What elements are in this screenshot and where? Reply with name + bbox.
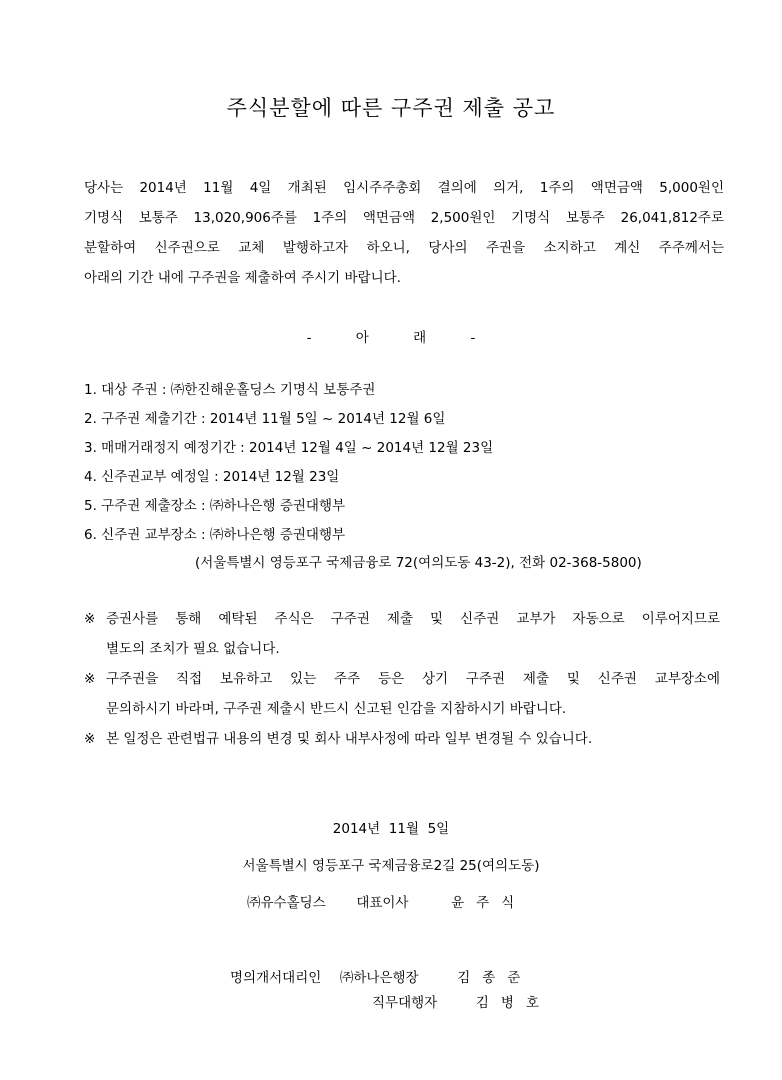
intro-paragraph	[84, 173, 724, 293]
intro-line: 기명식 보통주 13,020,906주를 1주의 액면금액 2,500원인 기명식 보통주 26,041,812주로	[84, 210, 724, 226]
transfer-agent-signature	[230, 966, 532, 986]
intro-line: 분할하여 신주권으로 교체 발행하고자 하오니, 당사의 주권을 소지하고 계신 주주께서는	[84, 240, 724, 256]
notice-date: 2014년 11월 5일	[332, 821, 450, 837]
list-item: 5. 구주권 제출장소 : ㈜하나은행 증권대행부	[84, 498, 346, 514]
company-signature	[247, 891, 526, 911]
note-mark: ※	[84, 611, 96, 627]
note-mark: ※	[84, 671, 96, 687]
note-item	[84, 664, 720, 724]
page-title: 주식분할에 따른 구주권 제출 공고	[226, 96, 556, 120]
agent-role: 명의개서대리인	[230, 970, 322, 986]
note-item	[84, 724, 720, 754]
deputy-title: 직무대행자	[372, 995, 438, 1011]
note-line: 구주권을 직접 보유하고 있는 주주 등은 상기 구주권 제출 및 신주권 교부장소에	[106, 671, 720, 687]
note-mark: ※	[84, 731, 96, 747]
deputy-signature	[372, 991, 551, 1011]
note-item	[84, 604, 720, 664]
schedule-list	[84, 376, 493, 550]
list-item: 3. 매매거래정지 예정기간 : 2014년 12월 4일 ~ 2014년 12월 23일	[84, 440, 494, 456]
company-representative: 윤주식	[451, 895, 527, 911]
notes-list	[84, 604, 720, 754]
list-item: 2. 구주권 제출기간 : 2014년 11월 5일 ~ 2014년 12월 6일	[84, 411, 446, 427]
deputy-name: 김병호	[475, 995, 551, 1011]
agent-head: 김종준	[457, 970, 533, 986]
section-heading: - 아 래 -	[306, 330, 476, 346]
list-item: 4. 신주권교부 예정일 : 2014년 12월 23일	[84, 469, 340, 485]
note-line: 증권사를 통해 예탁된 주식은 구주권 제출 및 신주권 교부가 자동으로 이루어지므로	[106, 611, 720, 627]
note-line: 별도의 조치가 필요 없습니다.	[106, 641, 280, 657]
agent-name: ㈜하나은행장	[339, 970, 419, 986]
list-item: 6. 신주권 교부장소 : ㈜하나은행 증권대행부	[84, 527, 346, 543]
note-line: 문의하시기 바라며, 구주권 제출시 반드시 신고된 인감을 지참하시기 바랍니다.	[106, 701, 567, 717]
note-line: 본 일정은 관련법규 내용의 변경 및 회사 내부사정에 따라 일부 변경될 수 있습니다.	[106, 731, 593, 747]
list-item: 1. 대상 주권 : ㈜한진해운홀딩스 기명식 보통주권	[84, 382, 376, 398]
company-name: ㈜유수홀딩스	[247, 895, 326, 911]
agent-address: (서울특별시 영등포구 국제금융로 72(여의도동 43-2), 전화 02-368-5800)	[195, 555, 642, 571]
company-address: 서울특별시 영등포구 국제금융로2길 25(여의도동)	[242, 858, 540, 874]
intro-line: 당사는 2014년 11월 4일 개최된 임시주주총회 결의에 의거, 1주의 액면금액 5,000원인	[84, 180, 724, 196]
intro-line: 아래의 기간 내에 구주권을 제출하여 주시기 바랍니다.	[84, 270, 401, 286]
company-rep-title: 대표이사	[356, 895, 409, 911]
